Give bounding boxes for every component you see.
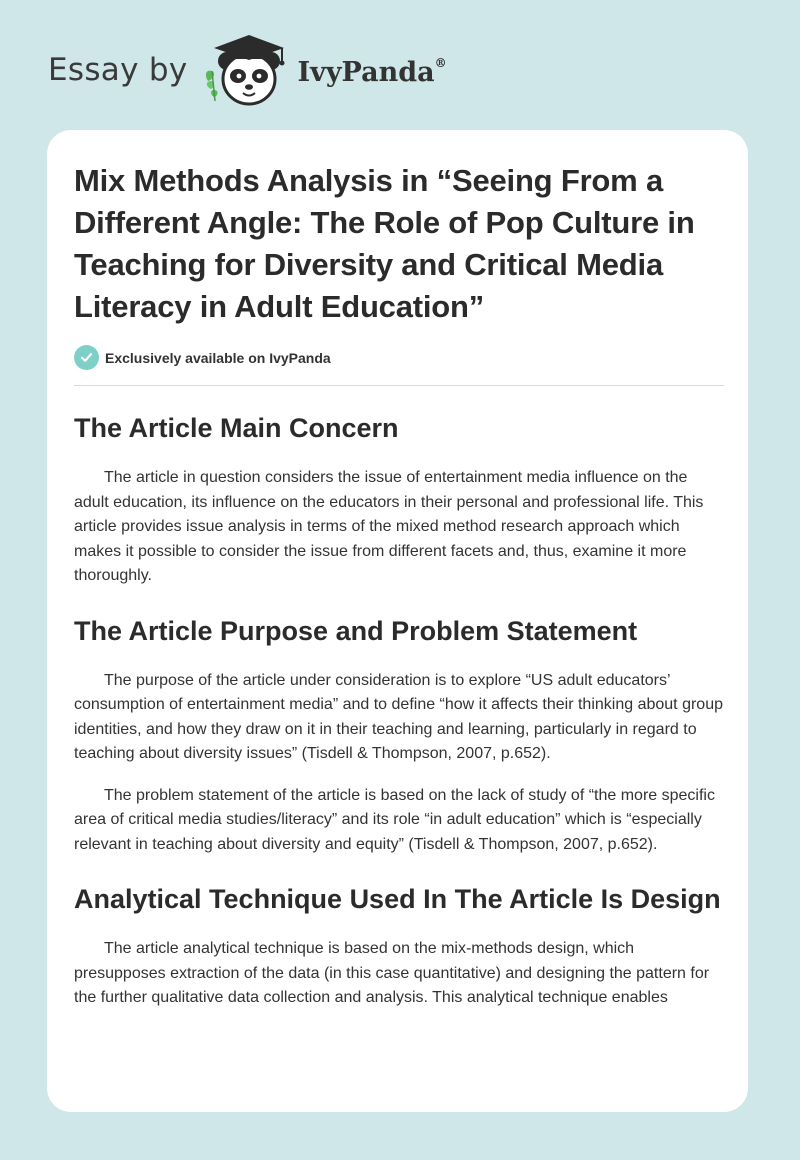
check-icon — [74, 345, 99, 370]
paragraph: The article in question considers the issue of entertainment media influence on the adult education, its influence on the educators in their personal and professional life. This article provides issue analysis in terms of the mixed method research approach which makes it possible to consider the issue from different facets and, thus, examine it more thoroughly. — [74, 469, 704, 584]
paragraph: The purpose of the article under consideration is to explore “US adult educators’ consumption of entertainment media” and to define “how it affects their thinking about group identities, and how they draw on it in their teaching and learning, particularly in regard to teaching about diversity issues” (Tisdell & Thompson, 2007, p.652). — [74, 671, 723, 762]
site-header — [48, 30, 447, 110]
section-heading-purpose: The Article Purpose and Problem Statement — [74, 615, 638, 646]
title-divider — [74, 385, 724, 386]
essay-by-label: Essay by — [48, 52, 188, 88]
essay-title: Mix Methods Analysis in “Seeing From a Different Angle: The Role of Pop Culture in Teaching for Diversity and Critical Media Literacy in Adult Education” — [74, 163, 695, 324]
exclusive-badge-text: Exclusively available on IvyPanda — [105, 349, 331, 366]
brand-name[interactable] — [298, 57, 447, 88]
essay-card — [47, 130, 748, 1112]
exclusive-badge — [74, 345, 724, 370]
paragraph: The problem statement of the article is based on the lack of study of “the more specific area of critical media studies/literacy” and its role “in adult education” which is “especially relevant in teaching about diversity and equity” (Tisdell & Thompson, 2007, p.652). — [74, 786, 715, 853]
essay-content — [74, 160, 724, 1011]
brand-text: IvyPanda — [297, 56, 435, 88]
section-heading-main-concern: The Article Main Concern — [74, 413, 399, 443]
panda-graduation-cap-logo-icon[interactable] — [202, 31, 292, 109]
registered-mark: ® — [434, 55, 447, 70]
section-heading-analytical-technique: Analytical Technique Used In The Article Is Design — [74, 884, 721, 914]
paragraph: The article analytical technique is based on the mix-methods design, which presupposes extraction of the data (in this case quantitative) and designing the pattern for the further qualitative data collection and analysis. This analytical technique enables — [74, 940, 710, 1006]
